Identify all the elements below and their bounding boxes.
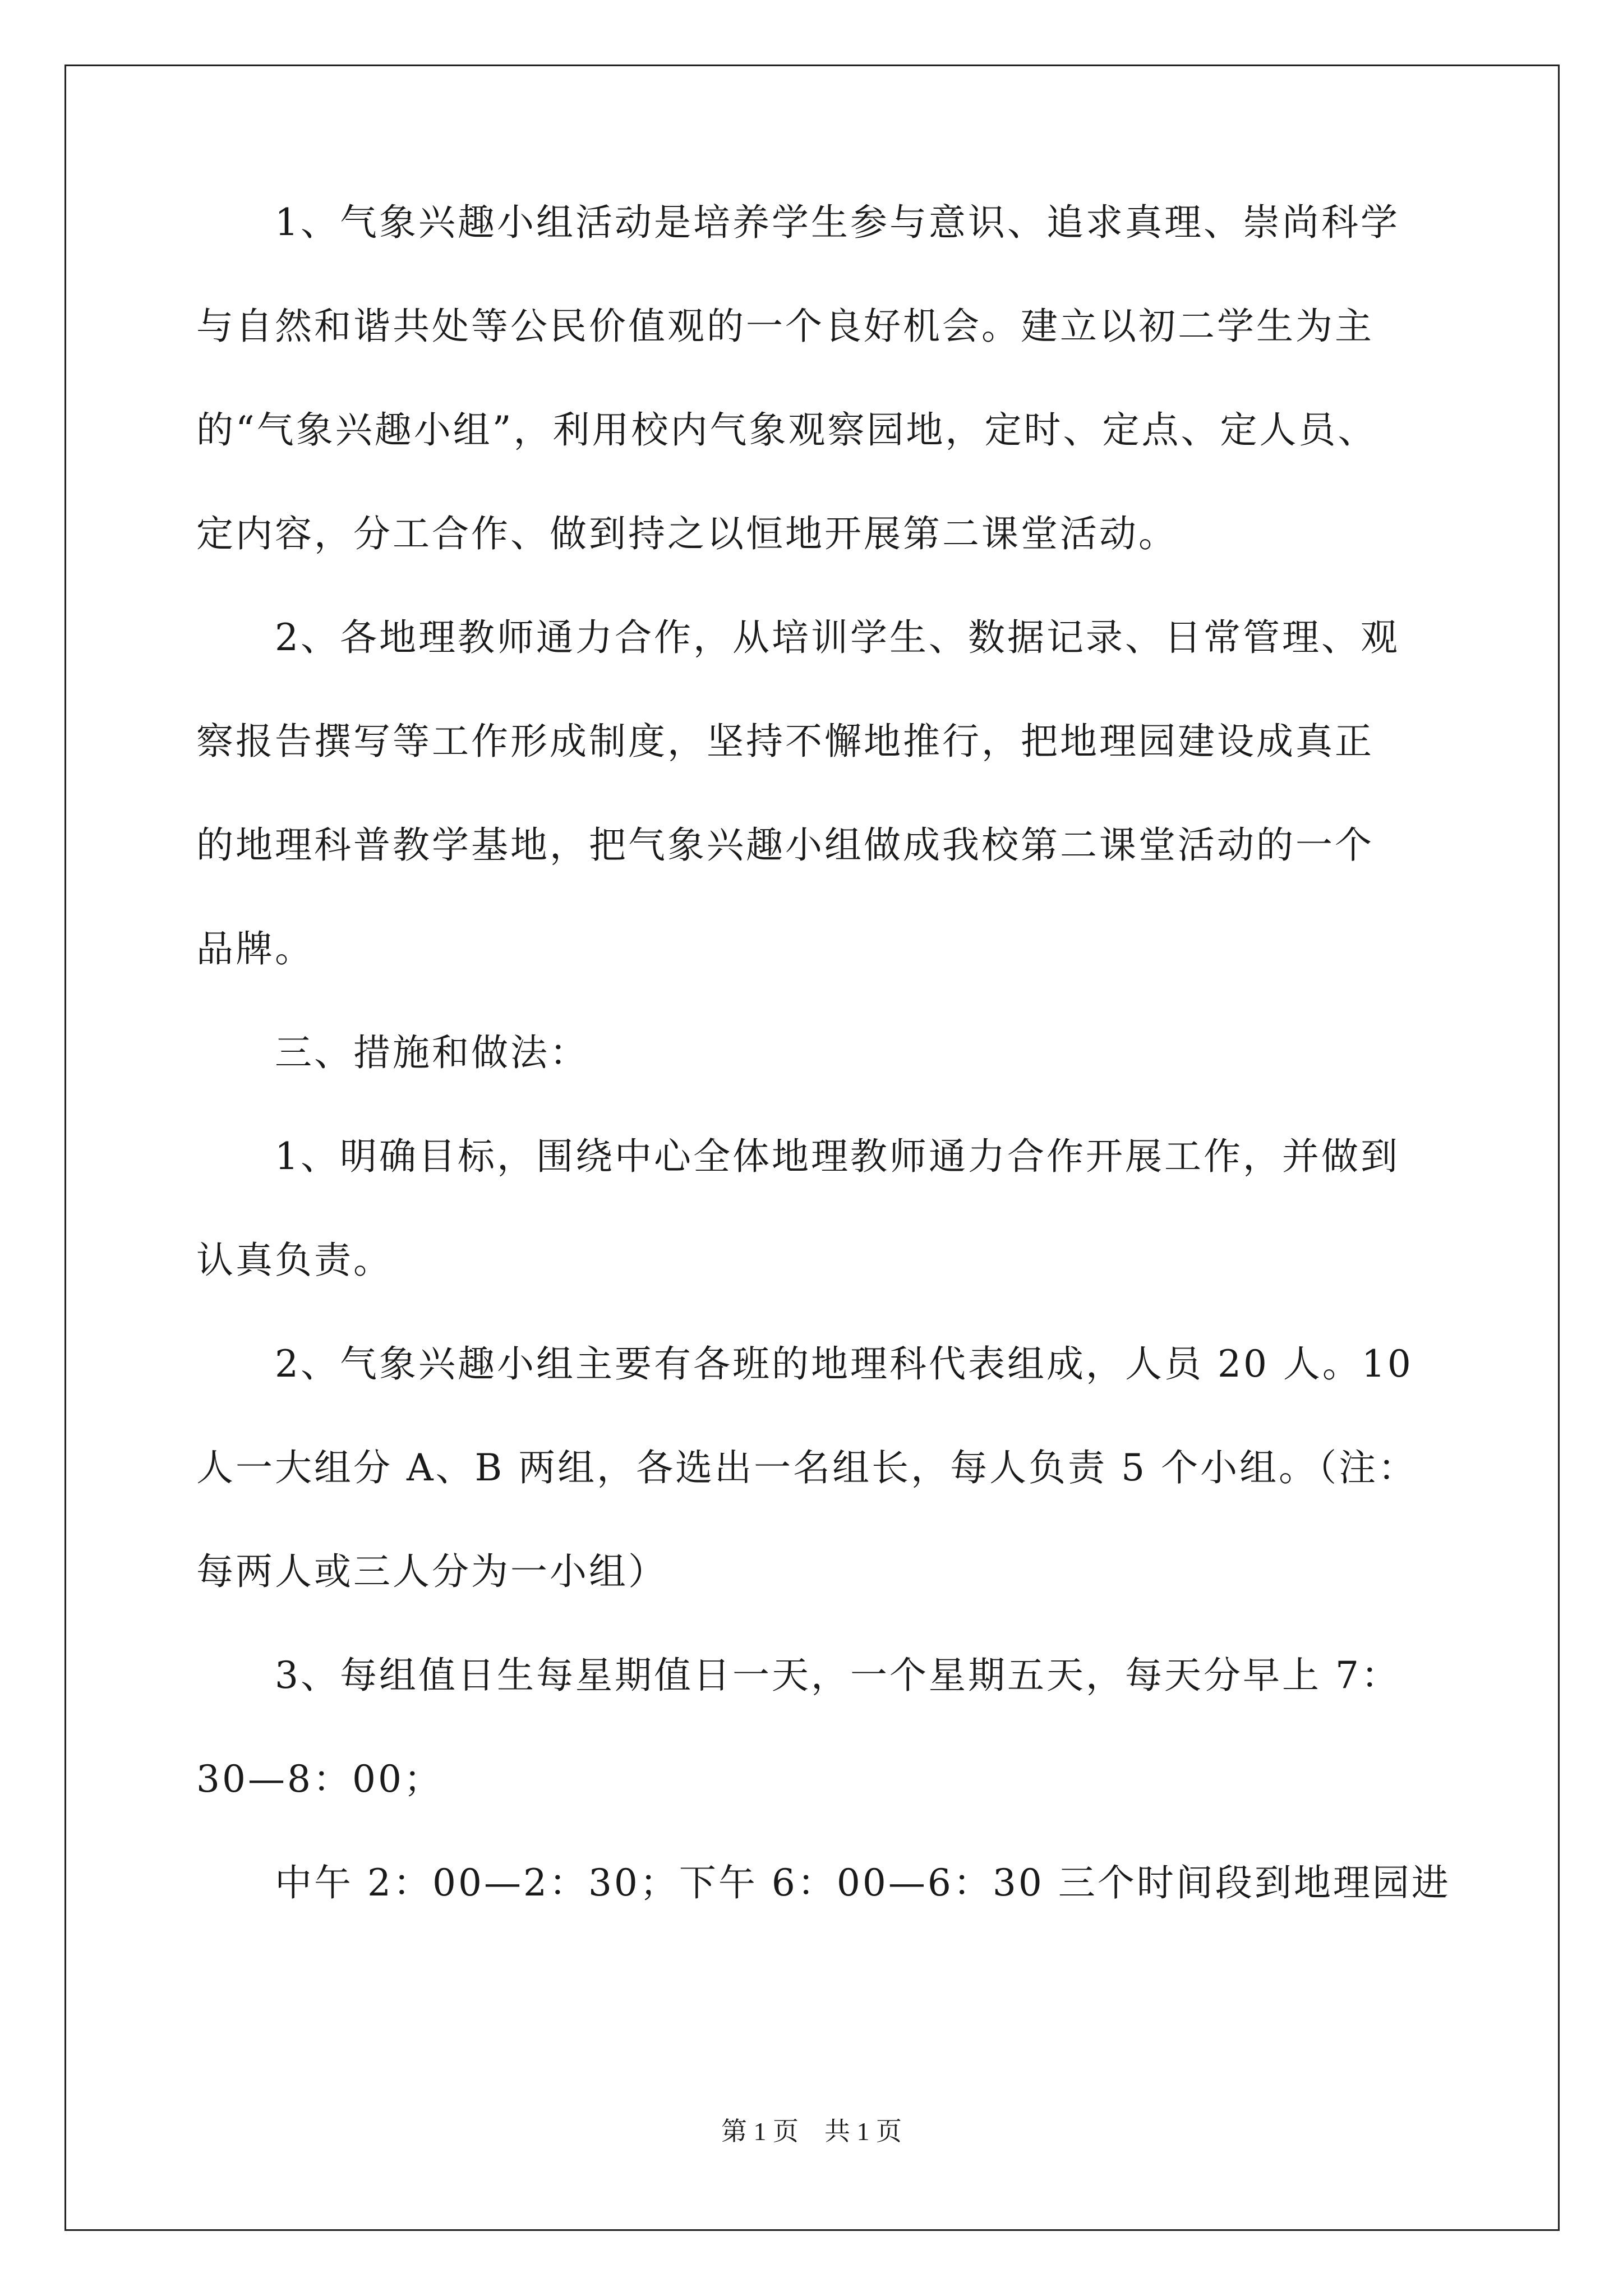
paragraph-line: 每两人或三人分为一小组） <box>196 1550 667 1593</box>
paragraph-line: 察报告撰写等工作形成制度，坚持不懈地推行，把地理园建设成真正 <box>196 720 1374 763</box>
paragraph-line: 品牌。 <box>196 927 314 970</box>
paragraph-line: 人一大组分 A、B 两组，各选出一名组长，每人负责 5 个小组。（注： <box>196 1446 1418 1489</box>
paragraph-line: 30—8：00； <box>196 1757 443 1801</box>
section-heading: 三、措施和做法： <box>275 1031 589 1074</box>
paragraph-line: 中午 2：00—2：30；下午 6：00—6：30 三个时间段到地理园进 <box>275 1861 1451 1904</box>
paragraph-line: 定内容，分工合作、做到持之以恒地开展第二课堂活动。 <box>196 512 1178 555</box>
paragraph-line: 1、气象兴趣小组活动是培养学生参与意识、追求真理、崇尚科学 <box>275 201 1400 244</box>
paragraph-line: 1、明确目标，围绕中心全体地理教师通力合作开展工作，并做到 <box>275 1135 1400 1178</box>
page-footer: 第 1 页 共 1 页 <box>721 2117 902 2146</box>
paragraph-line: 3、每组值日生每星期值日一天，一个星期五天，每天分早上 7： <box>275 1654 1400 1697</box>
paragraph-line: 的地理科普教学基地，把气象兴趣小组做成我校第二课堂活动的一个 <box>196 823 1374 867</box>
paragraph-line: 2、气象兴趣小组主要有各班的地理科代表组成，人员 20 人。10 <box>275 1342 1413 1386</box>
paragraph-line: 与自然和谐共处等公民价值观的一个良好机会。建立以初二学生为主 <box>196 305 1374 348</box>
document-body <box>196 196 1451 1961</box>
paragraph-line: 2、各地理教师通力合作，从培训学生、数据记录、日常管理、观 <box>275 616 1400 659</box>
paragraph-line: 的“气象兴趣小组”，利用校内气象观察园地，定时、定点、定人员、 <box>196 408 1377 452</box>
paragraph-line: 认真负责。 <box>196 1239 393 1282</box>
